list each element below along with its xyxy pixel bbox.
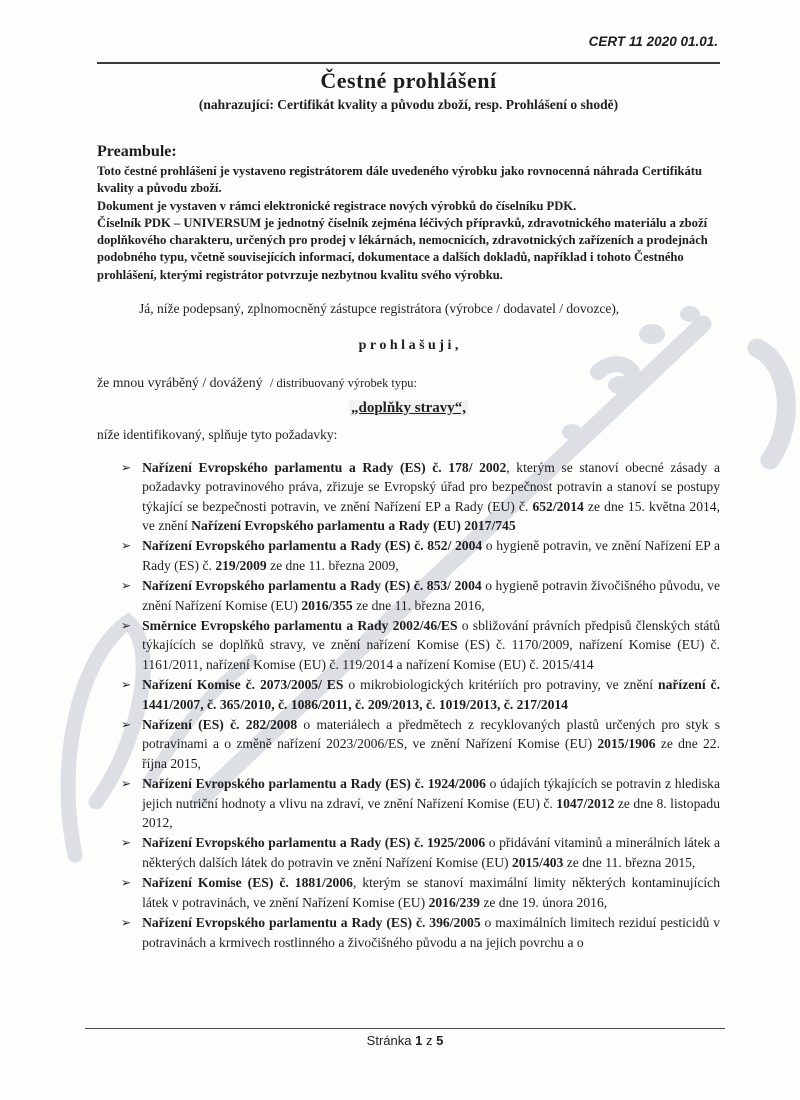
- arrow-bullet-icon: ➢: [121, 875, 132, 890]
- regulation-item: [121, 774, 720, 832]
- regulation-item: [121, 873, 720, 912]
- preamble-paragraph-2: Dokument je vystaven v rámci elektronické registrace nových výrobků do číselníku PDK.: [97, 198, 577, 213]
- preamble-paragraph-3: Číselník PDK – UNIVERSUM je jednotný číselník zejména léčivých přípravků, zdravotnického materiálu a zboží doplňkového charakteru, určených pro prodej v lékárnách, nemocnicích, zdravotnických zařízeních a prodejnách podobného typu, včetně souvisejících informací, dokumentace a dalších dokladů, například i tohoto Čestného prohlášení, kterými registrátor potvrzuje nezbytnou kvalitu svého výrobku.: [97, 215, 708, 282]
- product-intro: [97, 375, 720, 391]
- page-number-separator: z: [425, 1033, 433, 1048]
- regulation-item: [121, 458, 720, 536]
- regulation-item: [121, 675, 720, 714]
- document-code: CERT 11 2020 01.01.: [588, 34, 718, 49]
- regulation-text: Nařízení Evropského parlamentu a Rady (ES) č. 396/2005 o maximálních limitech reziduí pesticidů v potravinách a krmivech rostlinného a živočišného původu a na jejich povrchu a o: [142, 915, 720, 950]
- arrow-bullet-icon: ➢: [121, 538, 132, 553]
- product-type: [97, 400, 720, 417]
- arrow-bullet-icon: ➢: [121, 835, 132, 850]
- regulation-item: [121, 536, 720, 575]
- regulation-item: [121, 616, 720, 674]
- regulation-text: Nařízení Evropského parlamentu a Rady (ES) č. 1924/2006 o údajích týkajících se potravin z hlediska jejich nutriční hodnoty a vlivu na zdraví, ve znění Nařízení Komise (EU) č. 1047/2012 ze dne 8. listopadu 2012,: [142, 776, 721, 831]
- regulation-item: [121, 576, 720, 615]
- arrow-bullet-icon: ➢: [121, 776, 132, 791]
- page-number-label: Stránka: [366, 1033, 412, 1048]
- document-title: Čestné prohlášení: [320, 68, 497, 93]
- arrow-bullet-icon: ➢: [121, 717, 132, 732]
- regulation-text: Nařízení Evropského parlamentu a Rady (ES) č. 852/ 2004 o hygieně potravin, ve znění Nařízení EP a Rady (ES) č. 219/2009 ze dne 11. března 2009,: [142, 538, 720, 573]
- regulation-text: Nařízení Evropského parlamentu a Rady (ES) č. 1925/2006 o přidávání vitaminů a minerálních látek a některých dalších látek do potravin ve znění Nařízení Komise (EU) 2015/403 ze dne 11. března 2015,: [142, 835, 720, 870]
- preamble-section: [97, 163, 720, 284]
- footer-rule: [85, 1028, 725, 1029]
- declaration-word: p r o h l a š u j i ,: [358, 337, 459, 353]
- page-number: [85, 1033, 725, 1048]
- product-type-text: „doplňky stravy“,: [350, 399, 467, 416]
- page-number-current: 1: [415, 1033, 423, 1048]
- regulation-text: Nařízení Evropského parlamentu a Rady (ES) č. 178/ 2002, kterým se stanoví obecné zásady a požadavky potravinového práva, zřizuje se Evropský úřad pro bezpečnost potravin a stanoví se postupy týkající se bezpečnosti potravin, ve znění Nařízení EP a Rady (EU) č. 652/2014 ze dne 15. května 2014, ve znění Nařízení Evropského parlamentu a Rady (EU) 2017/745: [142, 459, 720, 533]
- document-subtitle: (nahrazující: Certifikát kvality a původu zboží, resp. Prohlášení o shodě): [198, 97, 619, 112]
- product-intro-sub: / distribuovaný výrobek typu:: [269, 375, 417, 390]
- arrow-bullet-icon: ➢: [121, 677, 132, 692]
- arrow-bullet-icon: ➢: [121, 915, 132, 930]
- header-rule: [97, 62, 720, 64]
- arrow-bullet-icon: ➢: [121, 578, 132, 593]
- regulation-text: Nařízení (ES) č. 282/2008 o materiálech a předmětech z recyklovaných plastů určených pro styk s potravinami a o změně nařízení 2023/2006/ES, ve znění Nařízení Komise (EU) 2015/1906 ze dne 22. října 2015,: [142, 717, 720, 771]
- declaration-intro: Já, níže podepsaný, zplnomocněný zástupce registrátora (výrobce / dodavatel / dovozce),: [139, 300, 620, 316]
- page-footer: [85, 1028, 725, 1048]
- preamble-paragraph-1: Toto čestné prohlášení je vystaveno registrátorem dále uvedeného výrobku jako rovnocenná náhrada Certifikátu kvality a původu zboží.: [97, 164, 702, 196]
- regulation-item: [121, 715, 720, 773]
- regulation-text: Směrnice Evropského parlamentu a Rady 2002/46/ES o sbližování právních předpisů členských států týkajících se doplňků stravy, ve znění nařízení Komise (ES) č. 1170/2009, nařízení Komise (EU) č. 1161/2011, nařízení Komise (EU) č. 119/2014 a nařízení Komise (EU) č. 2015/414: [142, 618, 720, 672]
- arrow-bullet-icon: ➢: [121, 460, 132, 475]
- requirements-intro: níže identifikovaný, splňuje tyto požadavky:: [97, 426, 338, 442]
- regulation-text: Nařízení Komise (ES) č. 1881/2006, kterým se stanoví maximální limity některých kontaminujících látek v potravinách, ve znění Nařízení Komise (EU) 2016/239 ze dne 19. února 2016,: [142, 875, 720, 910]
- product-intro-main: že mnou vyráběný / dovážený: [97, 374, 266, 390]
- arrow-bullet-icon: ➢: [121, 618, 132, 633]
- regulations-list: [97, 458, 720, 952]
- regulation-text: Nařízení Evropského parlamentu a Rady (ES) č. 853/ 2004 o hygieně potravin živočišného původu, ve znění Nařízení Komise (EU) 2016/355 ze dne 11. března 2016,: [142, 578, 720, 613]
- regulation-item: [121, 833, 720, 872]
- regulation-text: Nařízení Komise č. 2073/2005/ ES o mikrobiologických kritériích pro potraviny, ve znění nařízení č. 1441/2007, č. 365/2010, č. 1086/2011, č. 209/2013, č. 1019/2013, č. 217/2014: [142, 677, 720, 712]
- page-number-total: 5: [436, 1033, 444, 1048]
- regulation-item: [121, 913, 720, 952]
- preamble-heading: Preambule:: [97, 143, 177, 160]
